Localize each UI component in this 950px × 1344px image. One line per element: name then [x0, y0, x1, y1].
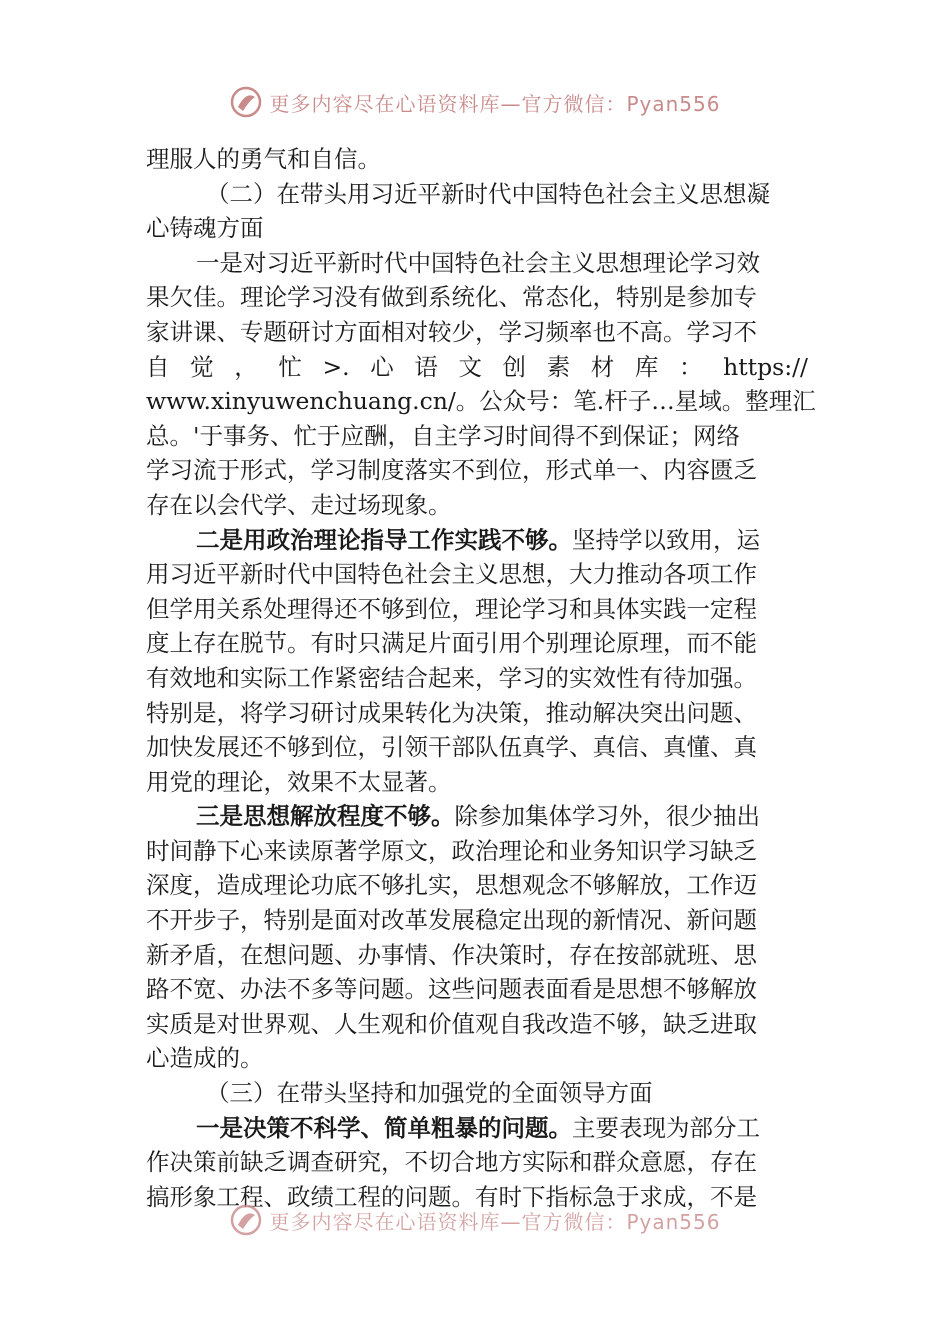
char: 自	[146, 352, 170, 381]
char: ：	[678, 352, 703, 381]
spaced-line	[146, 350, 808, 385]
text-line: 加快发展还不够到位，引领干部队伍真学、真信、真懂、真	[146, 733, 757, 762]
text-line: 深度，造成理论功底不够扎实，思想观念不够解放，工作迈	[146, 871, 757, 900]
watermark-footer	[0, 1200, 950, 1240]
text-line: 总。'于事务、忙于应酬，自主学习时间得不到保证；网络	[146, 421, 740, 450]
char: 觉	[190, 352, 214, 381]
paragraph-lead	[146, 523, 808, 558]
text-line: 用习近平新时代中国特色社会主义思想，大力推动各项工作	[146, 560, 757, 589]
char: 材	[590, 352, 615, 381]
section-heading: （二）在带头用习近平新时代中国特色社会主义思想凝	[206, 179, 770, 208]
bold-lead: 一是决策不科学、简单粗暴的问题。	[196, 1113, 572, 1142]
text-line: 一是对习近平新时代中国特色社会主义思想理论学习效	[196, 248, 760, 277]
text-line: 但学用关系处理得还不够到位，理论学习和具体实践一定程	[146, 594, 757, 623]
text-line: 特别是，将学习研讨成果转化为决策，推动解决突出问题、	[146, 698, 757, 727]
watermark-text: 更多内容尽在心语资料库—官方微信：Pyan556	[269, 1209, 721, 1234]
text-line: 学习流于形式，学习制度落实不到位，形式单一、内容匮乏	[146, 456, 757, 485]
text-line: 新矛盾，在想问题、办事情、作决策时，存在按部就班、思	[146, 940, 757, 969]
text-line: 实质是对世界观、人生观和价值观自我改造不够，缺乏进取	[146, 1009, 757, 1038]
char: 库	[634, 352, 659, 381]
text-line: 用党的理论，效果不太显著。	[146, 767, 452, 796]
watermark-header	[0, 82, 950, 122]
lead-rest: 除参加集体学习外，很少抽出	[454, 802, 760, 831]
text-line: 理服人的勇气和自信。	[146, 145, 381, 173]
paragraph-lead	[146, 1111, 808, 1146]
text-line: 时间静下心来读原著学原文，政治理论和业务知识学习缺乏	[146, 836, 757, 865]
bold-lead: 三是思想解放程度不够。	[196, 802, 455, 831]
bold-lead: 二是用政治理论指导工作实践不够。	[196, 525, 572, 554]
char: ，	[234, 352, 258, 381]
section-heading: （三）在带头坚持和加强党的全面领导方面	[206, 1079, 653, 1108]
char: 语	[414, 352, 438, 381]
document-body	[146, 142, 816, 1214]
text-line: 家讲课、专题研讨方面相对较少，学习频率也不高。学习不	[146, 317, 757, 346]
text-line: 作决策前缺乏调查研究，不切合地方实际和群众意愿，存在	[146, 1148, 757, 1177]
brand-logo-icon	[229, 1203, 263, 1237]
text-line: 有效地和实际工作紧密结合起来，学习的实效性有待加强。	[146, 663, 757, 692]
paragraph-lead	[146, 799, 808, 834]
char: 创	[502, 352, 527, 381]
char: >.	[322, 352, 350, 381]
char: 忙	[278, 352, 302, 381]
section-heading-cont: 心铸魂方面	[146, 214, 264, 243]
text-line: 心造成的。	[146, 1044, 264, 1073]
text-line: 果欠佳。理论学习没有做到系统化、常态化，特别是参加专	[146, 283, 757, 312]
char: 文	[458, 352, 482, 381]
brand-logo-icon	[229, 85, 263, 119]
text-line: 路不宽、办法不多等问题。这些问题表面看是思想不够解放	[146, 975, 757, 1004]
text-line: 存在以会代学、走过场现象。	[146, 490, 452, 519]
char: 心	[370, 352, 394, 381]
text-line: www.xinyuwenchuang.cn/。公众号：笔.杆子…星域。整理汇	[146, 387, 816, 416]
text-line: 度上存在脱节。有时只满足片面引用个别理论原理，而不能	[146, 629, 757, 658]
watermark-text: 更多内容尽在心语资料库—官方微信：Pyan556	[269, 91, 721, 116]
text-line: 搞形象工程、政绩工程的问题。有时下指标急于求成，不是	[146, 1182, 757, 1211]
char: 素	[546, 352, 571, 381]
lead-rest: 主要表现为部分工	[572, 1113, 760, 1142]
lead-rest: 坚持学以致用，运	[572, 525, 760, 554]
text-line: 不开步子，特别是面对改革发展稳定出现的新情况、新问题	[146, 906, 757, 935]
url-fragment: https://	[723, 352, 808, 381]
